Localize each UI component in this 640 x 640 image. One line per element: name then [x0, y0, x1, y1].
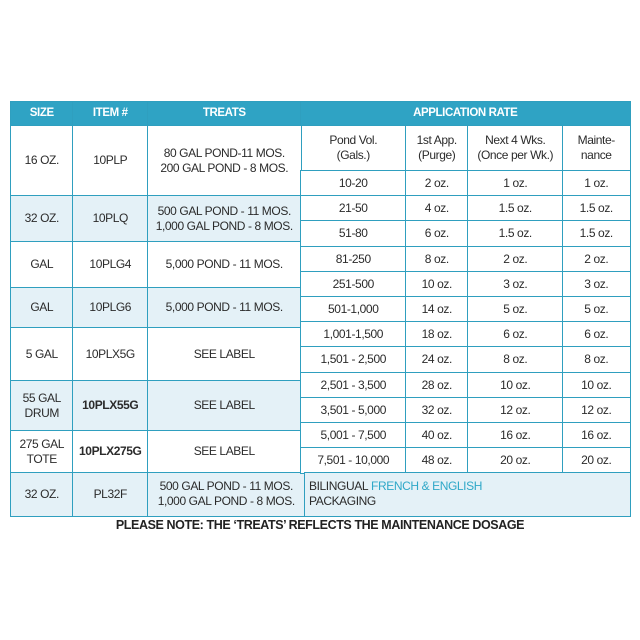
rate-vol-text: 501-1,000 — [328, 301, 379, 316]
rate-maint — [562, 397, 631, 424]
rate-next — [467, 246, 564, 273]
header-size-text: SIZE — [29, 107, 54, 120]
subheader-maintenance-text: nance — [580, 148, 612, 163]
rate-first — [405, 271, 469, 298]
product-item-number-text: 10PLP — [93, 153, 128, 168]
rate-maint-text: 20 oz. — [581, 452, 612, 467]
rate-first-text: 48 oz. — [421, 452, 452, 467]
rate-first — [405, 397, 469, 424]
maintenance-note: PLEASE NOTE: THE ‘TREATS’ REFLECTS THE MAINTENANCE DOSAGE — [115, 518, 525, 532]
header-application-rate-text: APPLICATION RATE — [413, 107, 518, 120]
header-item-text: ITEM # — [92, 107, 128, 120]
rate-next-text: 16 oz. — [500, 427, 531, 442]
rate-next-text: 10 oz. — [500, 377, 531, 392]
rate-vol — [300, 346, 407, 374]
rate-next — [467, 220, 564, 248]
subheader-first-app-text: (Purge) — [418, 148, 456, 163]
bilingual-line-1 — [309, 479, 482, 494]
rate-first-text: 2 oz. — [424, 175, 449, 190]
subheader-next-4-text: (Once per Wk.) — [477, 148, 554, 163]
product-item-number — [72, 287, 149, 329]
rate-first — [405, 246, 469, 273]
product-treats-text: SEE LABEL — [193, 398, 255, 413]
subheader-next-4-text: Next 4 Wks. — [485, 133, 546, 148]
product-treats-text: 500 GAL POND - 11 MOS. — [157, 203, 291, 218]
rate-first — [405, 195, 469, 222]
product-size-text: 275 GAL — [19, 436, 65, 451]
rate-vol — [300, 447, 407, 474]
bilingual-highlight: FRENCH & ENGLISH — [371, 479, 482, 493]
product-size — [10, 472, 74, 517]
rate-next — [467, 372, 564, 399]
rate-maint-text: 10 oz. — [581, 377, 612, 392]
rate-maint-text: 5 oz. — [584, 301, 609, 316]
product-treats-text: 200 GAL POND - 8 MOS. — [160, 160, 289, 175]
product-item-number — [72, 241, 149, 289]
rate-vol-text: 1,001-1,500 — [323, 326, 384, 341]
product-treats-text: 1,000 GAL POND - 8 MOS. — [155, 218, 293, 233]
rate-maint — [562, 346, 631, 374]
subheader-next-4 — [467, 125, 564, 172]
rate-vol-text: 51-80 — [338, 226, 368, 241]
product-treats — [147, 287, 302, 329]
rate-vol — [300, 195, 407, 222]
product-treats — [147, 195, 302, 243]
rate-vol-text: 2,501 - 3,500 — [320, 377, 387, 392]
subheader-pond-vol-text: Pond Vol. — [329, 133, 378, 148]
rate-next — [467, 170, 564, 197]
rate-first — [405, 296, 469, 323]
product-item-number-text: 10PLX5G — [85, 346, 135, 361]
product-size — [10, 195, 74, 243]
product-size-text: 16 OZ. — [24, 153, 59, 168]
rate-next-text: 1 oz. — [503, 175, 528, 190]
header-treats-text: TREATS — [202, 107, 246, 120]
rate-maint — [562, 220, 631, 248]
rate-vol — [300, 170, 407, 197]
rate-next-text: 12 oz. — [500, 402, 531, 417]
rate-first — [405, 220, 469, 248]
product-size — [10, 287, 74, 329]
subheader-maintenance-text: Mainte- — [577, 133, 615, 148]
rate-maint-text: 2 oz. — [584, 251, 609, 266]
header-item — [72, 101, 149, 127]
rate-next — [467, 195, 564, 222]
product-treats-text: 500 GAL POND - 11 MOS. — [159, 479, 293, 494]
rate-vol-text: 7,501 - 10,000 — [317, 452, 390, 467]
rate-maint — [562, 170, 631, 197]
rate-maint — [562, 246, 631, 273]
product-treats-text: SEE LABEL — [193, 346, 255, 361]
product-size — [10, 327, 74, 382]
product-size-text: 55 GAL — [22, 390, 61, 405]
header-application-rate — [300, 101, 631, 127]
rate-vol-text: 81-250 — [335, 251, 371, 266]
rate-first — [405, 170, 469, 197]
product-item-number-text: 10PLX55G — [82, 398, 139, 413]
rate-vol-text: 5,001 - 7,500 — [320, 427, 387, 442]
rate-maint — [562, 422, 631, 449]
rate-vol — [300, 422, 407, 449]
rate-first-text: 4 oz. — [424, 200, 449, 215]
rate-first — [405, 372, 469, 399]
rate-first-text: 40 oz. — [421, 427, 452, 442]
rate-vol-text: 21-50 — [338, 200, 368, 215]
rate-maint — [562, 372, 631, 399]
rate-first — [405, 346, 469, 374]
product-treats-text: 80 GAL POND-11 MOS. — [163, 145, 285, 160]
rate-maint-text: 12 oz. — [581, 402, 612, 417]
product-treats — [147, 472, 306, 517]
product-size-text: GAL — [30, 300, 54, 315]
rate-first-text: 8 oz. — [424, 251, 449, 266]
bilingual-line-2: PACKAGING — [309, 494, 376, 508]
product-size-text: TOTE — [26, 451, 57, 466]
product-size-text: 5 GAL — [25, 346, 58, 361]
rate-maint-text: 1 oz. — [584, 175, 609, 190]
rate-next — [467, 397, 564, 424]
rate-first-text: 10 oz. — [421, 276, 452, 291]
product-item-number-text: 10PLG4 — [89, 257, 132, 272]
product-treats-text: 5,000 POND - 11 MOS. — [165, 300, 283, 315]
rate-next — [467, 321, 564, 348]
product-size-text: DRUM — [24, 405, 59, 420]
rate-vol-text: 251-500 — [332, 276, 374, 291]
rate-maint-text: 1.5 oz. — [579, 226, 613, 241]
product-item-number-text: PL32F — [93, 486, 127, 501]
product-item-number — [72, 327, 149, 382]
product-item-number-text: 10PLG6 — [89, 300, 132, 315]
rate-first-text: 6 oz. — [424, 226, 449, 241]
product-item-number-text: 10PLX275G — [79, 444, 142, 459]
product-item-number — [72, 472, 149, 517]
bilingual-packaging-note — [304, 472, 631, 517]
rate-first-text: 28 oz. — [421, 377, 452, 392]
product-treats — [147, 430, 302, 474]
rate-first-text: 32 oz. — [421, 402, 452, 417]
product-item-number — [72, 195, 149, 243]
rate-vol — [300, 271, 407, 298]
rate-maint-text: 6 oz. — [584, 326, 609, 341]
product-size-text: GAL — [30, 257, 54, 272]
rate-vol — [300, 372, 407, 399]
rate-first — [405, 321, 469, 348]
rate-maint — [562, 447, 631, 474]
rate-next — [467, 422, 564, 449]
rate-vol — [300, 296, 407, 323]
subheader-pond-vol-text: (Gals.) — [336, 148, 370, 163]
rate-first-text: 24 oz. — [421, 352, 452, 367]
rate-next-text: 5 oz. — [503, 301, 528, 316]
header-size — [10, 101, 74, 127]
product-size — [10, 125, 74, 197]
rate-vol — [300, 246, 407, 273]
rate-next — [467, 296, 564, 323]
rate-maint-text: 3 oz. — [584, 276, 609, 291]
product-treats — [147, 241, 302, 289]
rate-maint-text: 8 oz. — [584, 352, 609, 367]
rate-next — [467, 271, 564, 298]
product-size — [10, 430, 74, 474]
rate-vol-text: 1,501 - 2,500 — [320, 352, 387, 367]
rate-next-text: 3 oz. — [503, 276, 528, 291]
subheader-pond-vol — [300, 125, 407, 172]
product-treats — [147, 125, 302, 197]
rate-first-text: 14 oz. — [421, 301, 452, 316]
rate-first-text: 18 oz. — [421, 326, 452, 341]
subheader-maintenance — [562, 125, 631, 172]
rate-next-text: 8 oz. — [503, 352, 528, 367]
product-size-text: 32 OZ. — [24, 211, 59, 226]
rate-first — [405, 422, 469, 449]
product-treats — [147, 380, 302, 432]
rate-maint-text: 1.5 oz. — [579, 200, 613, 215]
rate-vol — [300, 220, 407, 248]
rate-next — [467, 447, 564, 474]
rate-first — [405, 447, 469, 474]
product-treats-text: 1,000 GAL POND - 8 MOS. — [157, 494, 295, 509]
rate-next-text: 20 oz. — [500, 452, 531, 467]
rate-maint — [562, 195, 631, 222]
rate-vol — [300, 397, 407, 424]
product-treats — [147, 327, 302, 382]
rate-next-text: 1.5 oz. — [498, 226, 532, 241]
product-item-number-text: 10PLQ — [92, 211, 128, 226]
subheader-first-app — [405, 125, 469, 172]
header-treats — [147, 101, 302, 127]
product-size — [10, 380, 74, 432]
product-item-number — [72, 380, 149, 432]
rate-maint — [562, 321, 631, 348]
product-size-text: 32 OZ. — [24, 486, 59, 501]
product-item-number — [72, 430, 149, 474]
rate-maint — [562, 296, 631, 323]
product-treats-text: SEE LABEL — [193, 444, 255, 459]
subheader-first-app-text: 1st App. — [416, 133, 457, 148]
rate-maint-text: 16 oz. — [581, 427, 612, 442]
rate-next-text: 6 oz. — [503, 326, 528, 341]
rate-vol-text: 10-20 — [338, 175, 368, 190]
rate-next-text: 2 oz. — [503, 251, 528, 266]
rate-maint — [562, 271, 631, 298]
rate-vol-text: 3,501 - 5,000 — [320, 402, 387, 417]
rate-next-text: 1.5 oz. — [498, 200, 532, 215]
rate-vol — [300, 321, 407, 348]
product-treats-text: 5,000 POND - 11 MOS. — [165, 257, 283, 272]
product-item-number — [72, 125, 149, 197]
product-size — [10, 241, 74, 289]
rate-next — [467, 346, 564, 374]
bilingual-prefix: BILINGUAL — [309, 479, 372, 493]
